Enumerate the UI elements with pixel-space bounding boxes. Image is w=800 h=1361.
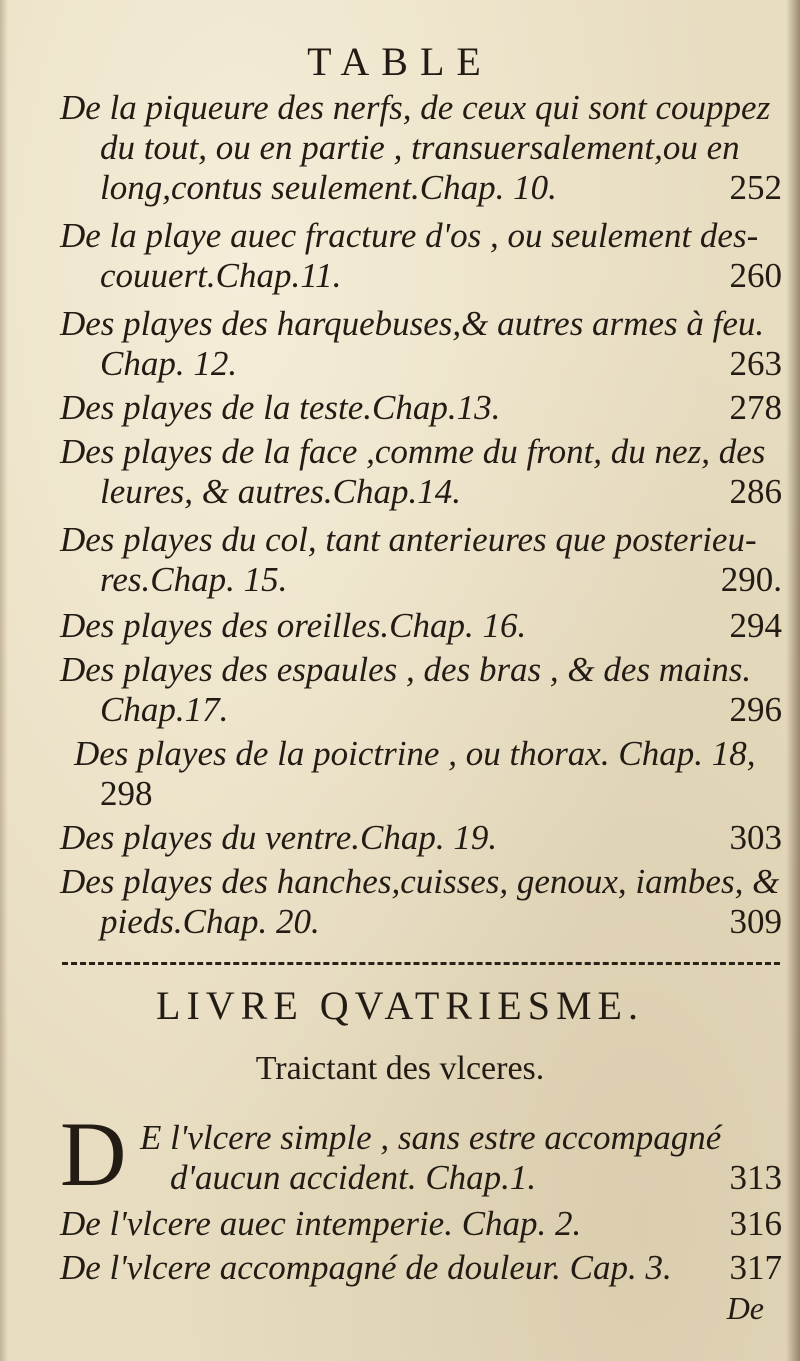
entry-line: Des playes de la poictrine , ou thorax. Chap. 18, (74, 734, 756, 773)
page-number: 309 (729, 902, 782, 941)
entry-text: 298 (100, 774, 153, 813)
entry-text: Des playes des oreilles.Chap. 16. (60, 606, 527, 645)
entry-last-line (60, 902, 782, 942)
entry-last-line (60, 1204, 782, 1244)
page-number: 294 (729, 606, 782, 645)
entry-text: Des playes de la teste.Chap.13. (60, 388, 501, 427)
entry-line: Des playes des hanches,cuisses, genoux, iambes, & (60, 862, 780, 901)
toc-entry (60, 606, 782, 646)
entry-text: Des playes du ventre.Chap. 19. (60, 818, 498, 857)
toc-entry (60, 1204, 782, 1244)
page-number: 313 (729, 1158, 782, 1197)
catchword: De (726, 1290, 764, 1326)
entry-text: Chap.17. (100, 690, 229, 729)
toc-entry (60, 88, 782, 208)
entry-line: Des playes des harquebuses,& autres armes à feu. (60, 304, 765, 343)
toc-entry (60, 432, 782, 512)
entry-last-line (140, 1158, 782, 1198)
entry-last-line (60, 388, 782, 428)
toc-entry (60, 734, 782, 814)
entry-last-line (60, 344, 782, 384)
toc-entry (60, 862, 782, 942)
toc-entry (60, 520, 782, 600)
page-number: 263 (729, 344, 782, 383)
entry-last-line (60, 256, 782, 296)
entry-last-line (60, 560, 782, 600)
entry-text: pieds.Chap. 20. (100, 902, 320, 941)
book-subtitle: Traictant des vlceres. (255, 1050, 545, 1087)
entry-last-line (60, 168, 782, 208)
entry-text: long,contus seulement.Chap. 10. (100, 168, 557, 207)
entry-last-line (60, 774, 782, 814)
toc-entry (60, 650, 782, 730)
toc-entry (60, 1248, 782, 1288)
entry-line: Des playes de la face ,comme du front, du nez, des (60, 432, 766, 471)
book-title: LIVRE QVATRIESME. (156, 983, 644, 1028)
entry-line: du tout, ou en partie , transuersalement,ou en (100, 128, 740, 167)
entry-text: leures, & autres.Chap.14. (100, 472, 462, 511)
entry-line: E l'vlcere simple , sans estre accompagné (140, 1118, 722, 1157)
entry-line: Des playes du col, tant anterieures que posterieu- (60, 520, 757, 559)
page-number: 290. (720, 560, 782, 599)
entry-text: couuert.Chap.11. (100, 256, 342, 295)
toc-entry (60, 216, 782, 296)
page-number: 317 (729, 1248, 782, 1287)
entry-line: De la playe auec fracture d'os , ou seulement des- (60, 216, 759, 255)
running-head: TABLE (307, 39, 493, 84)
entry-line: De la piqueure des nerfs, de ceux qui sont couppez (60, 88, 771, 127)
entry-last-line (60, 1248, 782, 1288)
toc-entry (140, 1118, 782, 1198)
entry-text: res.Chap. 15. (100, 560, 288, 599)
entry-last-line (60, 818, 782, 858)
entry-text: De l'vlcere auec intemperie. Chap. 2. (60, 1204, 582, 1243)
entry-line: Des playes des espaules , des bras , & des mains. (60, 650, 752, 689)
page-number: 278 (729, 388, 782, 427)
entry-last-line (60, 606, 782, 646)
page-number: 316 (729, 1204, 782, 1243)
page-number: 260 (729, 256, 782, 295)
page-number: 296 (729, 690, 782, 729)
page-number: 303 (729, 818, 782, 857)
page-number: 252 (729, 168, 782, 207)
page-edge-shadow-left (0, 0, 8, 1361)
drop-cap: D (60, 1103, 127, 1205)
page-number: 286 (729, 472, 782, 511)
entry-last-line (60, 472, 782, 512)
toc-entry (60, 388, 782, 428)
entry-text: d'aucun accident. Chap.1. (170, 1158, 537, 1197)
toc-entry (60, 304, 782, 384)
toc-entry (60, 818, 782, 858)
page-edge-shadow-right (786, 0, 800, 1361)
entry-text: De l'vlcere accompagné de douleur. Cap. 3. (60, 1248, 672, 1287)
entry-last-line (60, 690, 782, 730)
section-divider (62, 962, 780, 969)
entry-text: Chap. 12. (100, 344, 238, 383)
